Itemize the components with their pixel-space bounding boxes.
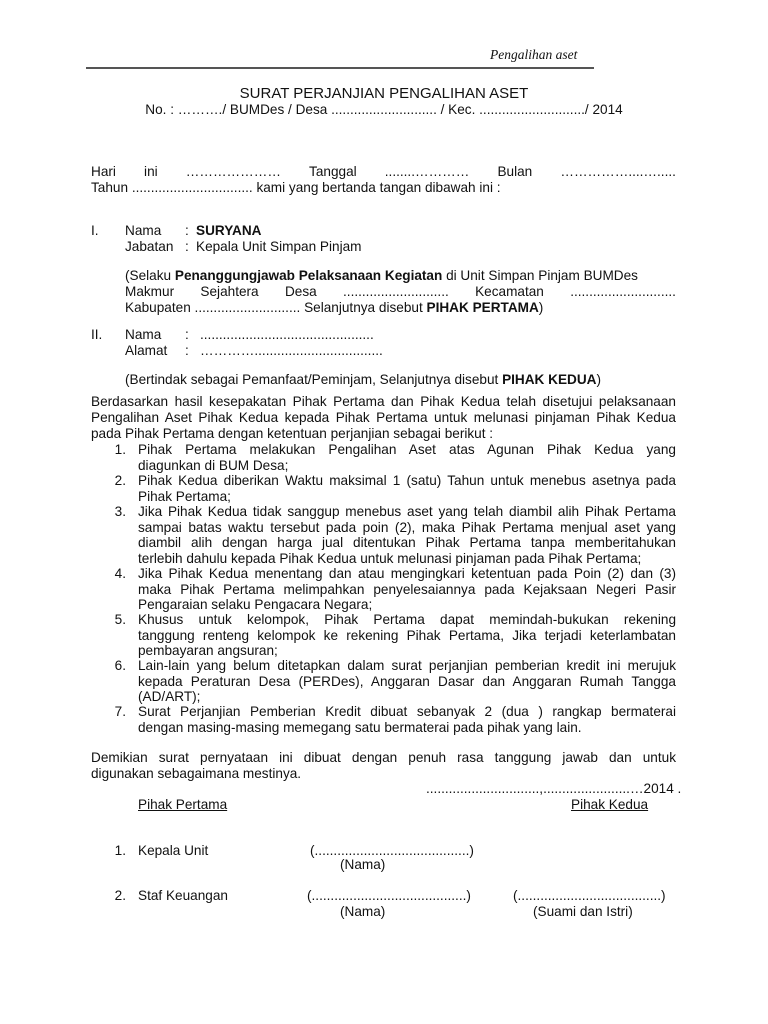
role-text: (Selaku [125, 268, 175, 283]
party1-role-line-3 [125, 300, 543, 315]
signature-caption: (Suami dan Istri) [533, 904, 633, 919]
intro-word: Hari [91, 164, 116, 179]
party2-name-label: Nama [125, 327, 162, 342]
term-line: diambil alih dengan harga jual ditentukan Pihak Pertama tanpa memberitahukan [138, 535, 676, 550]
term-line: diagunkan di BUM Desa; [138, 458, 289, 473]
document-title: SURAT PERJANJIAN PENGALIHAN ASET [239, 85, 529, 102]
role-word: Makmur [125, 284, 175, 299]
signature-caption: (Nama) [340, 904, 386, 919]
term-line: dengan masing-masing memegang satu bermaterai pada pihak yang lain. [138, 720, 582, 735]
role-word: ............................ [570, 284, 676, 299]
signature-line: (.........................................) [307, 888, 471, 903]
party1-name-label: Nama [125, 223, 162, 238]
term-line: Pihak Kedua diberikan Waktu maksimal 1 (satu) Tahun untuk menebus asetnya pada [138, 473, 676, 488]
signature-party2-label [571, 797, 648, 812]
intro-word: ini [144, 164, 158, 179]
signature-line: (......................................) [513, 888, 666, 903]
closing-line-1: Demikian surat pernyataan ini dibuat dengan penuh rasa tanggung jawab dan untuk [91, 750, 676, 765]
signature-caption: (Nama) [340, 857, 386, 872]
term-number: 7. [114, 704, 126, 719]
role-text: Kabupaten ............................ Selanjutnya disebut [125, 300, 427, 315]
intro-line-2: Tahun ................................ kami yang bertanda tangan dibawah ini : [91, 180, 501, 195]
role-word: ............................ [343, 284, 449, 299]
party1-label-text: Pihak Pertama [138, 797, 228, 812]
signature-row-number: 1. [114, 843, 126, 858]
role-text: ) [538, 300, 544, 315]
term-line: (AD/ART); [138, 689, 201, 704]
role-text: (Bertindak sebagai Pemanfaat/Peminjam, Selanjutnya disebut [125, 372, 503, 387]
intro-word: ........………… [384, 164, 470, 179]
role-text: di Unit Simpan Pinjam BUMDes [442, 268, 638, 283]
term-line: maka Pihak Pertama melimpahkan penyelesaiannya pada Kejaksaan Negeri Pasir [138, 582, 676, 597]
term-line: Jika Pihak Kedua menentang dan atau mengingkari ketentuan pada Poin (2) dan (3) [138, 566, 676, 581]
term-line: kepada Peraturan Desa (PERDes), Anggaran Dasar dan Anggaran Rumah Tangga [138, 674, 676, 689]
header-rule [86, 67, 594, 69]
document-number: No. : ………./ BUMDes / Desa ............................ / Kec. ............................/ 2014 [145, 102, 623, 117]
term-number: 4. [114, 566, 126, 581]
body-intro-line-3: pada Pihak Pertama dengan ketentuan perjanjian sebagai berikut : [91, 426, 494, 441]
term-number: 1. [114, 442, 126, 457]
role-word: Kecamatan [475, 284, 544, 299]
party2-name-value: .............................................. [200, 327, 374, 342]
role-emphasis: PIHAK KEDUA [502, 372, 597, 387]
party2-address-label: Alamat [125, 343, 168, 358]
party1-numeral: I. [91, 223, 99, 238]
party1-position-label: Jabatan [125, 239, 174, 254]
term-line: Pengaraian selaku Pengacara Negara; [138, 597, 373, 612]
signature-party1-label [138, 797, 227, 812]
signature-role: Staf Keuangan [138, 888, 228, 903]
body-intro-line-2: Pengalihan Aset Pihak Kedua kepada Pihak Pertama untuk melunasi pinjaman Pihak Kedua [91, 410, 676, 425]
intro-word: Tanggal [309, 164, 357, 179]
signature-line: (.........................................) [310, 843, 474, 858]
place-date: ..............................,.......................…2014 . [426, 781, 682, 796]
role-emphasis: Penanggungjawab Pelaksanaan Kegiatan [174, 268, 443, 283]
term-line: pembayaran angsuran; [138, 643, 278, 658]
role-text: ) [596, 372, 602, 387]
term-number: 5. [114, 612, 126, 627]
term-line: Pihak Pertama melakukan Pengalihan Aset atas Agunan Pihak Kedua yang [138, 442, 676, 457]
body-intro-line-1: Berdasarkan hasil kesepakatan Pihak Pertama dan Pihak Kedua telah disetujui pelaksanaan [91, 394, 676, 409]
term-line: sampai batas waktu tersebut pada poin (2), maka Pihak Pertama menjual aset yang [138, 520, 676, 535]
party2-numeral: II. [91, 327, 103, 342]
colon: : [185, 223, 189, 238]
party2-label-text: Pihak Kedua [571, 797, 649, 812]
role-word: Desa [284, 284, 317, 299]
term-number: 6. [114, 658, 126, 673]
role-word: Sejahtera [200, 284, 259, 299]
colon: : [185, 239, 189, 254]
closing-line-2: digunakan sebagaimana mestinya. [91, 766, 302, 781]
header-label: Pengalihan aset [490, 47, 578, 62]
term-number: 3. [114, 504, 126, 519]
term-line: Jika Pihak Kedua tidak sanggup menebus aset yang telah diambil alih Pihak Pertama [138, 504, 676, 519]
intro-word: ……………....…..... [560, 164, 676, 179]
term-line: Lain-lain yang belum ditetapkan dalam surat perjanjian pemberian kredit ini merujuk [138, 658, 676, 673]
colon: : [185, 343, 189, 358]
signature-row-number: 2. [114, 888, 126, 903]
term-line: terlebih dahulu kepada Pihak Kedua untuk melunasi pinjaman pada Pihak Pertama; [138, 551, 642, 566]
colon: : [185, 327, 189, 342]
party2-address-value: ………….................................. [200, 343, 383, 358]
term-number: 2. [114, 473, 126, 488]
party1-name-value: SURYANA [196, 223, 262, 238]
signature-role: Kepala Unit [138, 843, 209, 858]
intro-word: Bulan [497, 164, 533, 179]
term-line: tanggung renteng kelompok ke rekening Pihak Pertama, Jika terjadi keterlambatan [138, 628, 676, 643]
term-line: Khusus untuk kelompok, Pihak Pertama dapat memindah-bukukan rekening [138, 612, 676, 627]
intro-word: ………………… [185, 164, 281, 179]
term-line: Surat Perjanjian Pemberian Kredit dibuat sebanyak 2 (dua ) rangkap bermaterai [138, 704, 676, 719]
intro-date-line [91, 164, 676, 179]
role-emphasis: PIHAK PERTAMA [426, 300, 539, 315]
term-line: Pihak Pertama; [138, 489, 231, 504]
party1-role-line-1 [125, 268, 638, 283]
party2-role [125, 372, 601, 387]
party1-role-line-2 [125, 284, 676, 299]
party1-position-value: Kepala Unit Simpan Pinjam [196, 239, 362, 254]
